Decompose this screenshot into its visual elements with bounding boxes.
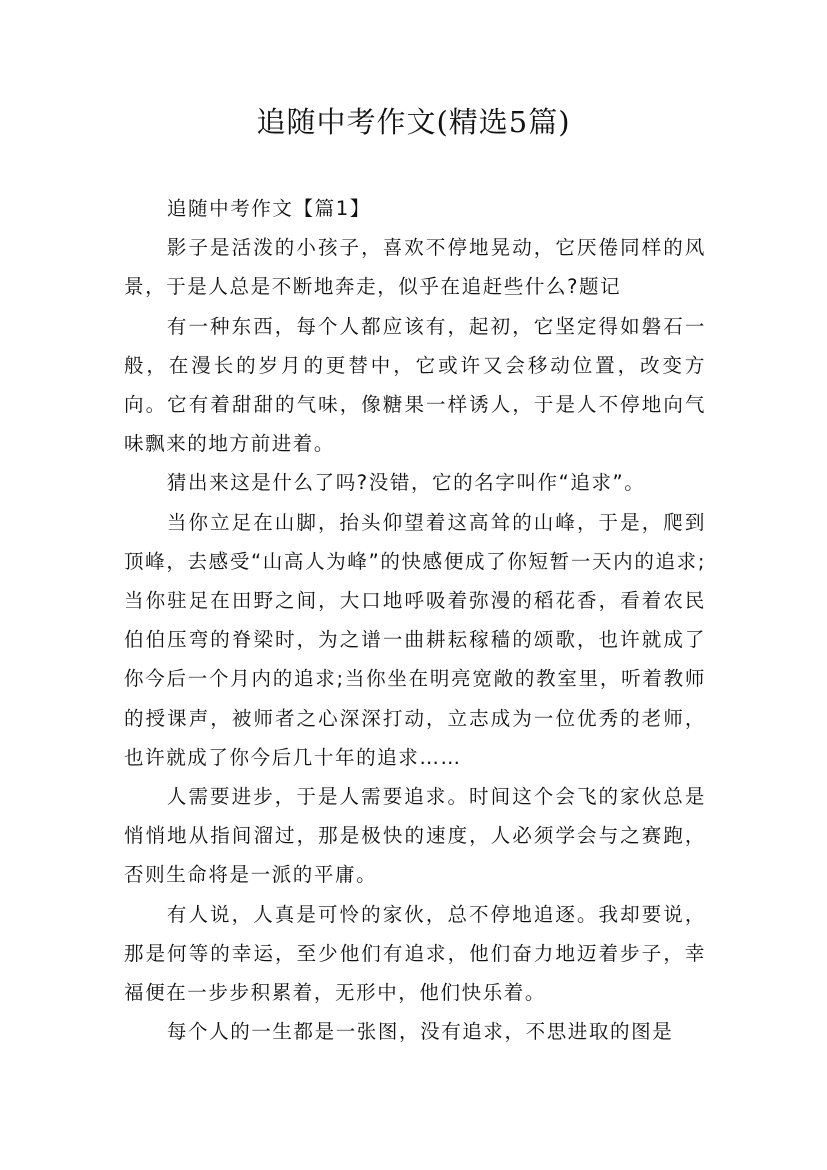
paragraph: 有人说，人真是可怜的家伙，总不停地追逐。我却要说，那是何等的幸运，至少他们有追求，他们奋力地迈着步子，幸福便在一步步积累着，无形中，他们快乐着。 <box>124 902 706 1005</box>
paragraph: 影子是活泼的小孩子，喜欢不停地晃动，它厌倦同样的风景，于是人总是不断地奔走，似乎在追赶些什么?题记 <box>124 236 706 299</box>
paragraph: 有一种东西，每个人都应该有，起初，它坚定得如磐石一般，在漫长的岁月的更替中，它或许又会移动位置，改变方向。它有着甜甜的气味，像糖果一样诱人，于是人不停地向气味飘来的地方前进着。 <box>124 314 706 456</box>
document-body <box>124 189 706 1051</box>
paragraph: 猜出来这是什么了吗?没错，它的名字叫作“追求”。 <box>166 471 646 495</box>
section-heading: 追随中考作文【篇1】 <box>166 197 371 220</box>
document-title: 追随中考作文(精选5篇) <box>256 105 571 139</box>
paragraph: 每个人的一生都是一张图，没有追求，不思进取的图是 <box>166 1020 674 1044</box>
paragraph: 当你立足在山脚，抬头仰望着这高耸的山峰，于是，爬到顶峰，去感受“山高人为峰”的快感便成了你短暂一天内的追求;当你驻足在田野之间，大口地呼吸着弥漫的稻花香，看着农民伯伯压弯的脊梁时，为之谱一曲耕耘稼穑的颂歌，也许就成了你今后一个月内的追求;当你坐在明亮宽敞的教室里，听着教师的授课声，被师者之心深深打动，立志成为一位优秀的老师，也许就成了你今后几十年的追求…… <box>124 510 706 769</box>
paragraph: 人需要进步，于是人需要追求。时间这个会飞的家伙总是悄悄地从指间溜过，那是极快的速度，人必须学会与之赛跑，否则生命将是一派的平庸。 <box>124 785 706 887</box>
